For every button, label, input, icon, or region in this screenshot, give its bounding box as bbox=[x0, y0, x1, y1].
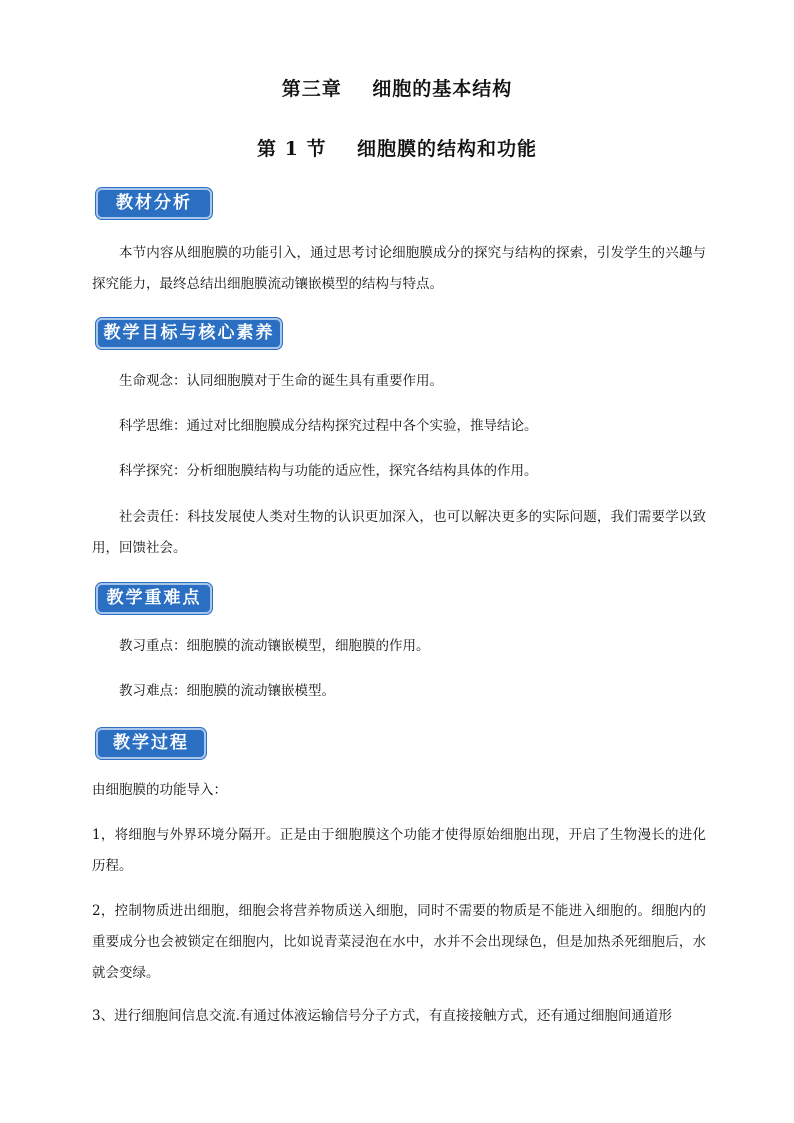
section-title: 第 1 节 细胞膜的结构和功能 bbox=[257, 138, 537, 160]
process-heading-badge: 教学过程 bbox=[96, 728, 206, 759]
analysis-paragraph: 本节内容从细胞膜的功能引入，通过思考讨论细胞膜成分的探究与结构的探索，引发学生的兴趣与探究能力，最终总结出细胞膜流动镶嵌模型的结构与特点。 bbox=[92, 245, 706, 292]
analysis-heading-badge: 教材分析 bbox=[96, 188, 212, 219]
chapter-title: 第三章 细胞的基本结构 bbox=[281, 78, 513, 100]
goal-item-scientific-thinking: 科学思维：通过对比细胞膜成分结构探究过程中各个实验，推导结论。 bbox=[119, 418, 538, 434]
key-points-heading-badge: 教学重难点 bbox=[96, 583, 212, 614]
key-point-difficulty: 教习难点：细胞膜的流动镶嵌模型。 bbox=[119, 683, 335, 699]
goals-heading-badge: 教学目标与核心素养 bbox=[96, 318, 282, 349]
process-intro: 由细胞膜的功能导入： bbox=[92, 782, 227, 798]
goal-item-life-concept: 生命观念：认同细胞膜对于生命的诞生具有重要作用。 bbox=[119, 373, 443, 389]
key-point-focus: 教习重点：细胞膜的流动镶嵌模型，细胞膜的作用。 bbox=[119, 638, 430, 654]
goal-item-scientific-inquiry: 科学探究：分析细胞膜结构与功能的适应性，探究各结构具体的作用。 bbox=[119, 463, 538, 479]
goal-item-social-responsibility: 社会责任：科技发展使人类对生物的认识更加深入，也可以解决更多的实际问题，我们需要学以致用，回馈社会。 bbox=[92, 509, 706, 556]
process-point-3: 3、进行细胞间信息交流.有通过体液运输信号分子方式，有直接接触方式，还有通过细胞间通道形 bbox=[92, 1008, 672, 1024]
process-point-1: 1，将细胞与外界环境分隔开。正是由于细胞膜这个功能才使得原始细胞出现，开启了生物漫长的进化历程。 bbox=[92, 827, 706, 874]
process-point-2: 2，控制物质进出细胞，细胞会将营养物质送入细胞，同时不需要的物质是不能进入细胞的。细胞内的重要成分也会被锁定在细胞内，比如说青菜浸泡在水中，水并不会出现绿色，但是加热杀死细胞后，水就会变绿。 bbox=[92, 903, 706, 981]
